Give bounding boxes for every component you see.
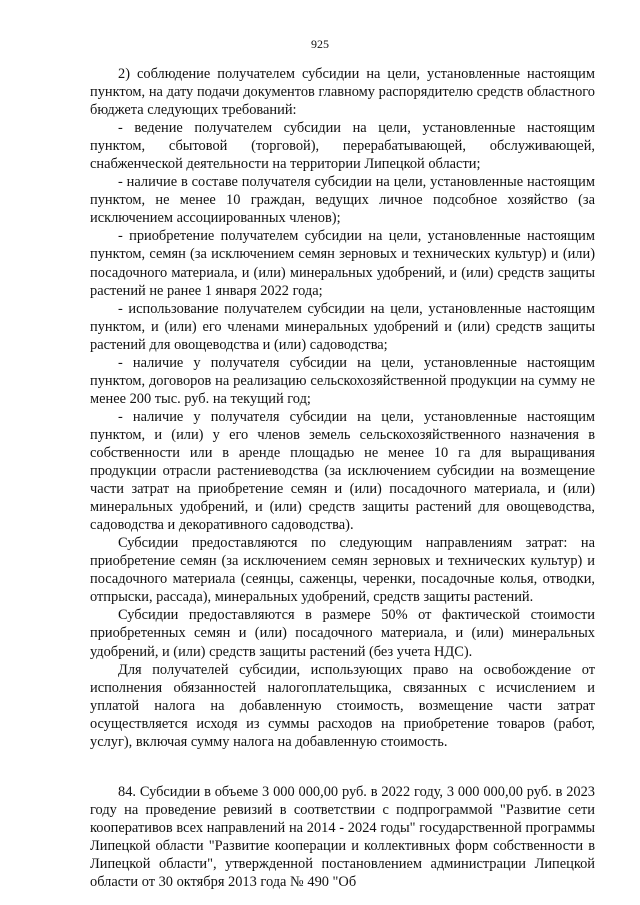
document-body [90, 65, 595, 891]
paragraph-requirement-purchase: - приобретение получателем субсидии на цели, установленные настоящим пунктом, семян (за исключением семян зерновых и технических культур) и (или) посадочного материала, и (или) минеральных удобрений, и (или) средств защиты растений не ранее 1 января 2022 года; [90, 228, 595, 299]
paragraph-condition-2: 2) соблюдение получателем субсидии на цели, установленные настоящим пунктом, на дату подачи документов главному распорядителю средств областного бюджета следующих требований: [90, 66, 595, 119]
paragraph-cost-directions: Субсидии предоставляются по следующим направлениям затрат: на приобретение семян (за исключением семян зерновых и технических культур) и посадочного материала (сеянцы, саженцы, черенки, посадочные колья, отводки, отпрыски, рассада), минеральных удобрений, средств защиты растений. [90, 535, 595, 606]
paragraph-subsidy-rate: Субсидии предоставляются в размере 50% от фактической стоимости приобретенных семян и (или) посадочного материала, и (или) минеральных удобрений, и (или) средств защиты растений (без учета НДС). [90, 607, 595, 660]
paragraph-requirement-usage: - использование получателем субсидии на цели, установленные настоящим пунктом, и (или) его членами минеральных удобрений и (или) средств защиты растений для овощеводства и (или) садоводства; [90, 300, 595, 353]
paragraph-requirement-land: - наличие у получателя субсидии на цели, установленные настоящим пунктом, и (или) у его членов земель сельскохозяйственного назначения в собственности или в аренде площадью не менее 10 га для выращивания продукции отрасли растениеводства (за исключением субсидии на возмещение части затрат на приобретение семян и (или) посадочного материала, и (или) минеральных удобрений, и (или) средств защиты растений для овощеводства, садоводства и декоративного садоводства). [90, 408, 595, 534]
page-number: 925 [311, 37, 329, 51]
paragraph-item-84: 84. Субсидии в объеме 3 000 000,00 руб. в 2022 году, 3 000 000,00 руб. в 2023 году на проведение ревизий в соответствии с подпрограммой "Развитие сети кооперативов всех направлений на 2014 - 2024 годы" государственной программы Липецкой области "Развитие кооперации и коллективных форм собственности в Липецкой области", утвержденной постановлением администрации Липецкой области от 30 октября 2013 года № 490 "Об [90, 783, 595, 891]
paragraph-requirement-members: - наличие в составе получателя субсидии на цели, установленные настоящим пунктом, не менее 10 граждан, ведущих личное подсобное хозяйство (за исключением ассоциированных членов); [90, 174, 595, 227]
paragraph-vat-exemption: Для получателей субсидии, использующих право на освобождение от исполнения обязанностей налогоплательщика, связанных с исчислением и уплатой налога на добавленную стоимость, возмещение части затрат осуществляется исходя из суммы расходов на приобретение товаров (работ, услуг), включая сумму налога на добавленную стоимость. [90, 661, 595, 750]
paragraph-requirement-contracts: - наличие у получателя субсидии на цели, установленные настоящим пунктом, договоров на реализацию сельскохозяйственной продукции на сумму не менее 200 тыс. руб. на текущий год; [90, 354, 595, 407]
paragraph-requirement-activity: - ведение получателем субсидии на цели, установленные настоящим пунктом, сбытовой (торговой), перерабатывающей, обслуживающей, снабженческой деятельности на территории Липецкой области; [90, 120, 595, 173]
